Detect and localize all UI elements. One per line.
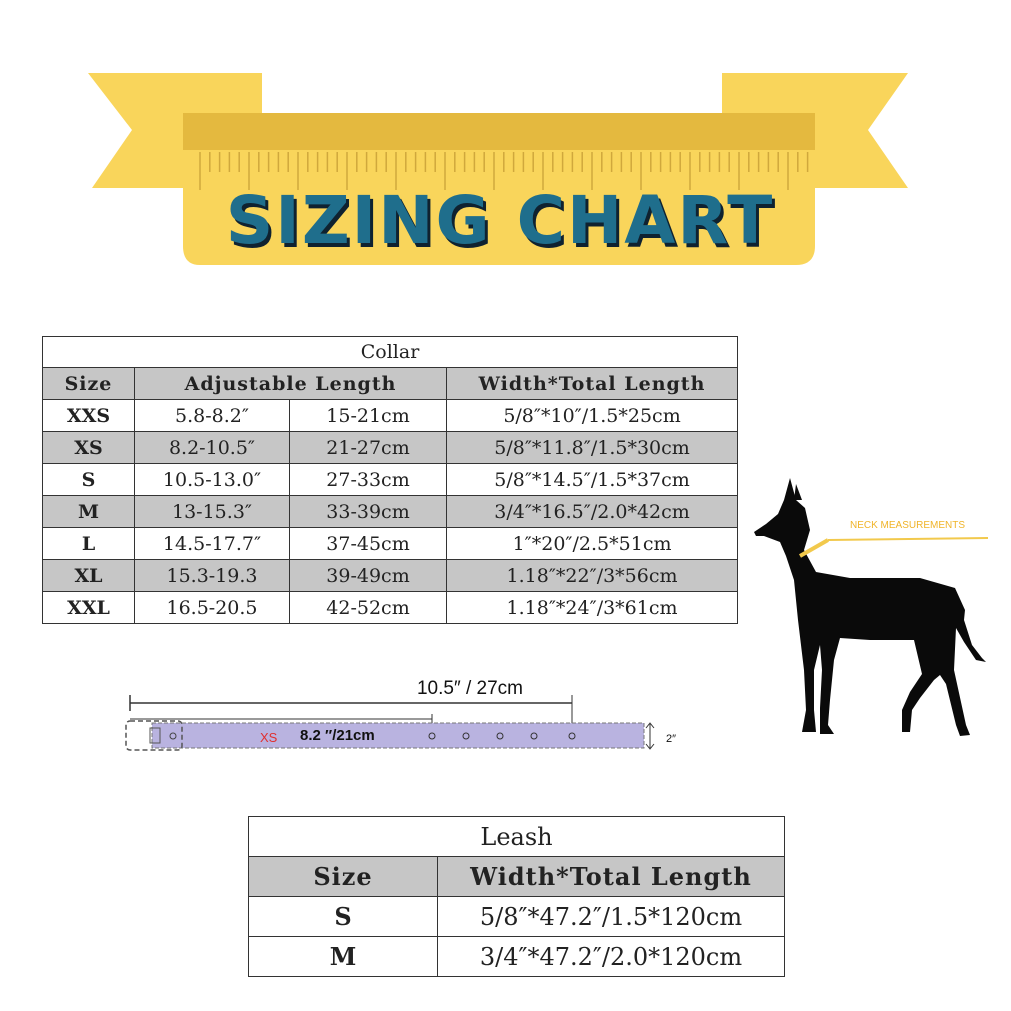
collar-size-label: XS <box>260 730 278 745</box>
leash-size-cell: S <box>249 897 438 937</box>
collar-inch-cell: 14.5-17.7″ <box>135 528 290 560</box>
collar-row-m <box>43 496 738 528</box>
banner-title: SIZING CHART <box>225 182 775 259</box>
collar-width-total-cell: 5/8″*10″/1.5*25cm <box>447 400 738 432</box>
collar-strap <box>152 723 644 748</box>
collar-header-adjustable-length: Adjustable Length <box>135 368 447 400</box>
collar-size-cell: XL <box>43 560 135 592</box>
leash-row-s <box>249 897 785 937</box>
leash-size-cell: M <box>249 937 438 977</box>
dog-silhouette <box>750 470 1000 745</box>
collar-cm-cell: 27-33cm <box>290 464 447 496</box>
collar-width-label: 2″ <box>666 733 677 745</box>
collar-cm-cell: 42-52cm <box>290 592 447 624</box>
dog-icon <box>754 478 986 736</box>
leash-width-total-cell: 5/8″*47.2″/1.5*120cm <box>438 897 785 937</box>
collar-cm-cell: 39-49cm <box>290 560 447 592</box>
collar-width-total-cell: 3/4″*16.5″/2.0*42cm <box>447 496 738 528</box>
collar-inch-cell: 13-15.3″ <box>135 496 290 528</box>
leash-row-m <box>249 937 785 977</box>
collar-row-l <box>43 528 738 560</box>
leash-header-size: Size <box>249 857 438 897</box>
collar-min-length-label: 8.2 ″/21cm <box>300 727 375 744</box>
collar-size-cell: XXS <box>43 400 135 432</box>
collar-inch-cell: 8.2-10.5″ <box>135 432 290 464</box>
neck-measurement-line <box>828 538 988 540</box>
collar-cm-cell: 21-27cm <box>290 432 447 464</box>
total-length-label: 10.5″ / 27cm <box>416 678 524 699</box>
collar-size-cell: S <box>43 464 135 496</box>
leash-size-table <box>248 816 785 977</box>
collar-measurement-diagram <box>120 670 700 760</box>
collar-cm-cell: 15-21cm <box>290 400 447 432</box>
collar-row-xl <box>43 560 738 592</box>
collar-width-total-cell: 1.18″*24″/3*61cm <box>447 592 738 624</box>
collar-row-xxs <box>43 400 738 432</box>
collar-width-total-cell: 5/8″*11.8″/1.5*30cm <box>447 432 738 464</box>
collar-width-total-cell: 1.18″*22″/3*56cm <box>447 560 738 592</box>
collar-size-table <box>42 336 738 624</box>
collar-cm-cell: 33-39cm <box>290 496 447 528</box>
collar-inch-cell: 10.5-13.0″ <box>135 464 290 496</box>
collar-size-cell: M <box>43 496 135 528</box>
neck-measurement-label: NECK MEASUREMENTS <box>850 520 966 531</box>
collar-header-width-total-length: Width*Total Length <box>447 368 738 400</box>
collar-table-title: Collar <box>43 337 738 368</box>
collar-width-total-cell: 1″*20″/2.5*51cm <box>447 528 738 560</box>
collar-row-s <box>43 464 738 496</box>
collar-size-cell: L <box>43 528 135 560</box>
leash-header-width-total-length: Width*Total Length <box>438 857 785 897</box>
leash-table-title: Leash <box>249 817 785 857</box>
collar-width-total-cell: 5/8″*14.5″/1.5*37cm <box>447 464 738 496</box>
collar-inch-cell: 16.5-20.5 <box>135 592 290 624</box>
collar-cm-cell: 37-45cm <box>290 528 447 560</box>
collar-row-xs <box>43 432 738 464</box>
leash-width-total-cell: 3/4″*47.2″/2.0*120cm <box>438 937 785 977</box>
collar-size-cell: XXL <box>43 592 135 624</box>
collar-inch-cell: 5.8-8.2″ <box>135 400 290 432</box>
collar-row-xxl <box>43 592 738 624</box>
collar-header-size: Size <box>43 368 135 400</box>
collar-inch-cell: 15.3-19.3 <box>135 560 290 592</box>
collar-size-cell: XS <box>43 432 135 464</box>
